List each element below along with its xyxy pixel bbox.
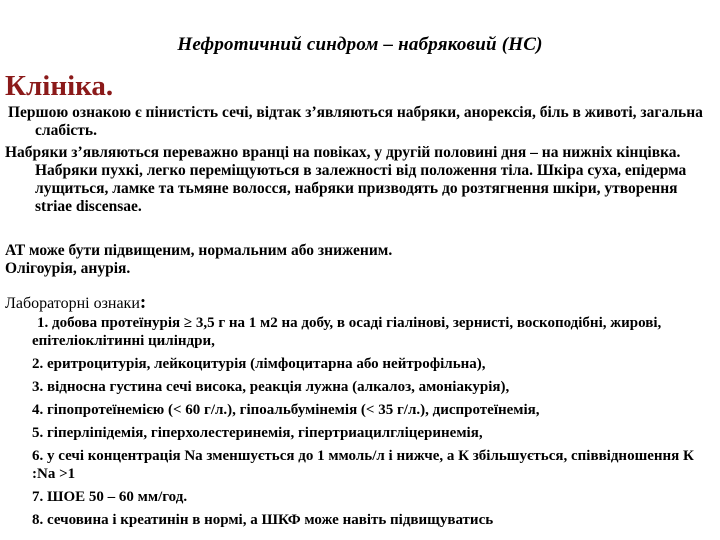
- lab-signs-list: [5, 314, 717, 534]
- lab-sign-text: 5. гіперліпідемія, гіперхолестеринемія, гіпертриацилгліцеринемія,: [32, 425, 483, 441]
- lab-sign-text: 1. добова протеїнурія ≥ 3,5 г на 1 м2 на добу, в осаді гіалінові, зернисті, воскоподібні, жирові, епітеліоклітинні циліндри,: [32, 315, 662, 349]
- paragraph-oliguria: Олігоурія, анурія.: [5, 260, 131, 277]
- lab-signs-title-text: Лабораторні ознаки: [5, 295, 140, 312]
- slide-title: Нефротичний синдром – набряковий (НС): [177, 34, 543, 55]
- paragraph-edema: Набряки з’являються переважно вранці на повіках, у другій половині дня – на нижніх кінцівка. Набряки пухкі, легко переміщуються в залежності від положення тіла. Шкіра суха, епідерма лущиться, ламке та тьмяне волосся, набряки призводять до розтягнення шкіри, утворення striae discensae.: [5, 144, 687, 215]
- lab-signs-title-colon: :: [139, 292, 147, 313]
- lab-sign-text: 6. у сечі концентрація Na зменшується до 1 ммоль/л і нижче, а К збільшується, співвідношення К :Na >1: [32, 448, 694, 482]
- lab-sign-item: [5, 314, 717, 350]
- lab-sign-text: 7. ШОЕ 50 – 60 мм/год.: [32, 489, 188, 505]
- lab-sign-text: 8. сечовина і креатинін в нормі, а ШКФ може навіть підвищуватись: [32, 512, 494, 528]
- lab-sign-text: 4. гіпопротеїнемією (< 60 г/л.), гіпоальбумінемія (< 35 г/л.), диспротеїнемія,: [32, 402, 540, 418]
- lab-sign-item: [5, 511, 717, 529]
- lab-sign-text: 2. еритроцитурія, лейкоцитурія (лімфоцитарна або нейтрофільна),: [32, 356, 486, 372]
- lab-sign-item: [5, 488, 717, 506]
- lab-sign-item: [5, 424, 717, 442]
- section-heading: Клініка.: [5, 70, 114, 102]
- paragraph-blood-pressure: АТ може бути підвищеним, нормальним або зниженим.: [5, 242, 393, 259]
- lab-signs-title: [5, 292, 146, 314]
- lab-sign-item: [5, 401, 717, 419]
- lab-sign-item: [5, 378, 717, 396]
- lab-sign-text: 3. відносна густина сечі висока, реакція лужна (алкалоз, амоніакурія),: [32, 379, 510, 395]
- lab-sign-item: [5, 355, 717, 373]
- lab-sign-item: [5, 447, 717, 483]
- paragraph-first-sign: Першою ознакою є пінистість сечі, відтак з’являються набряки, анорексія, біль в животі, загальна слабість.: [8, 104, 703, 139]
